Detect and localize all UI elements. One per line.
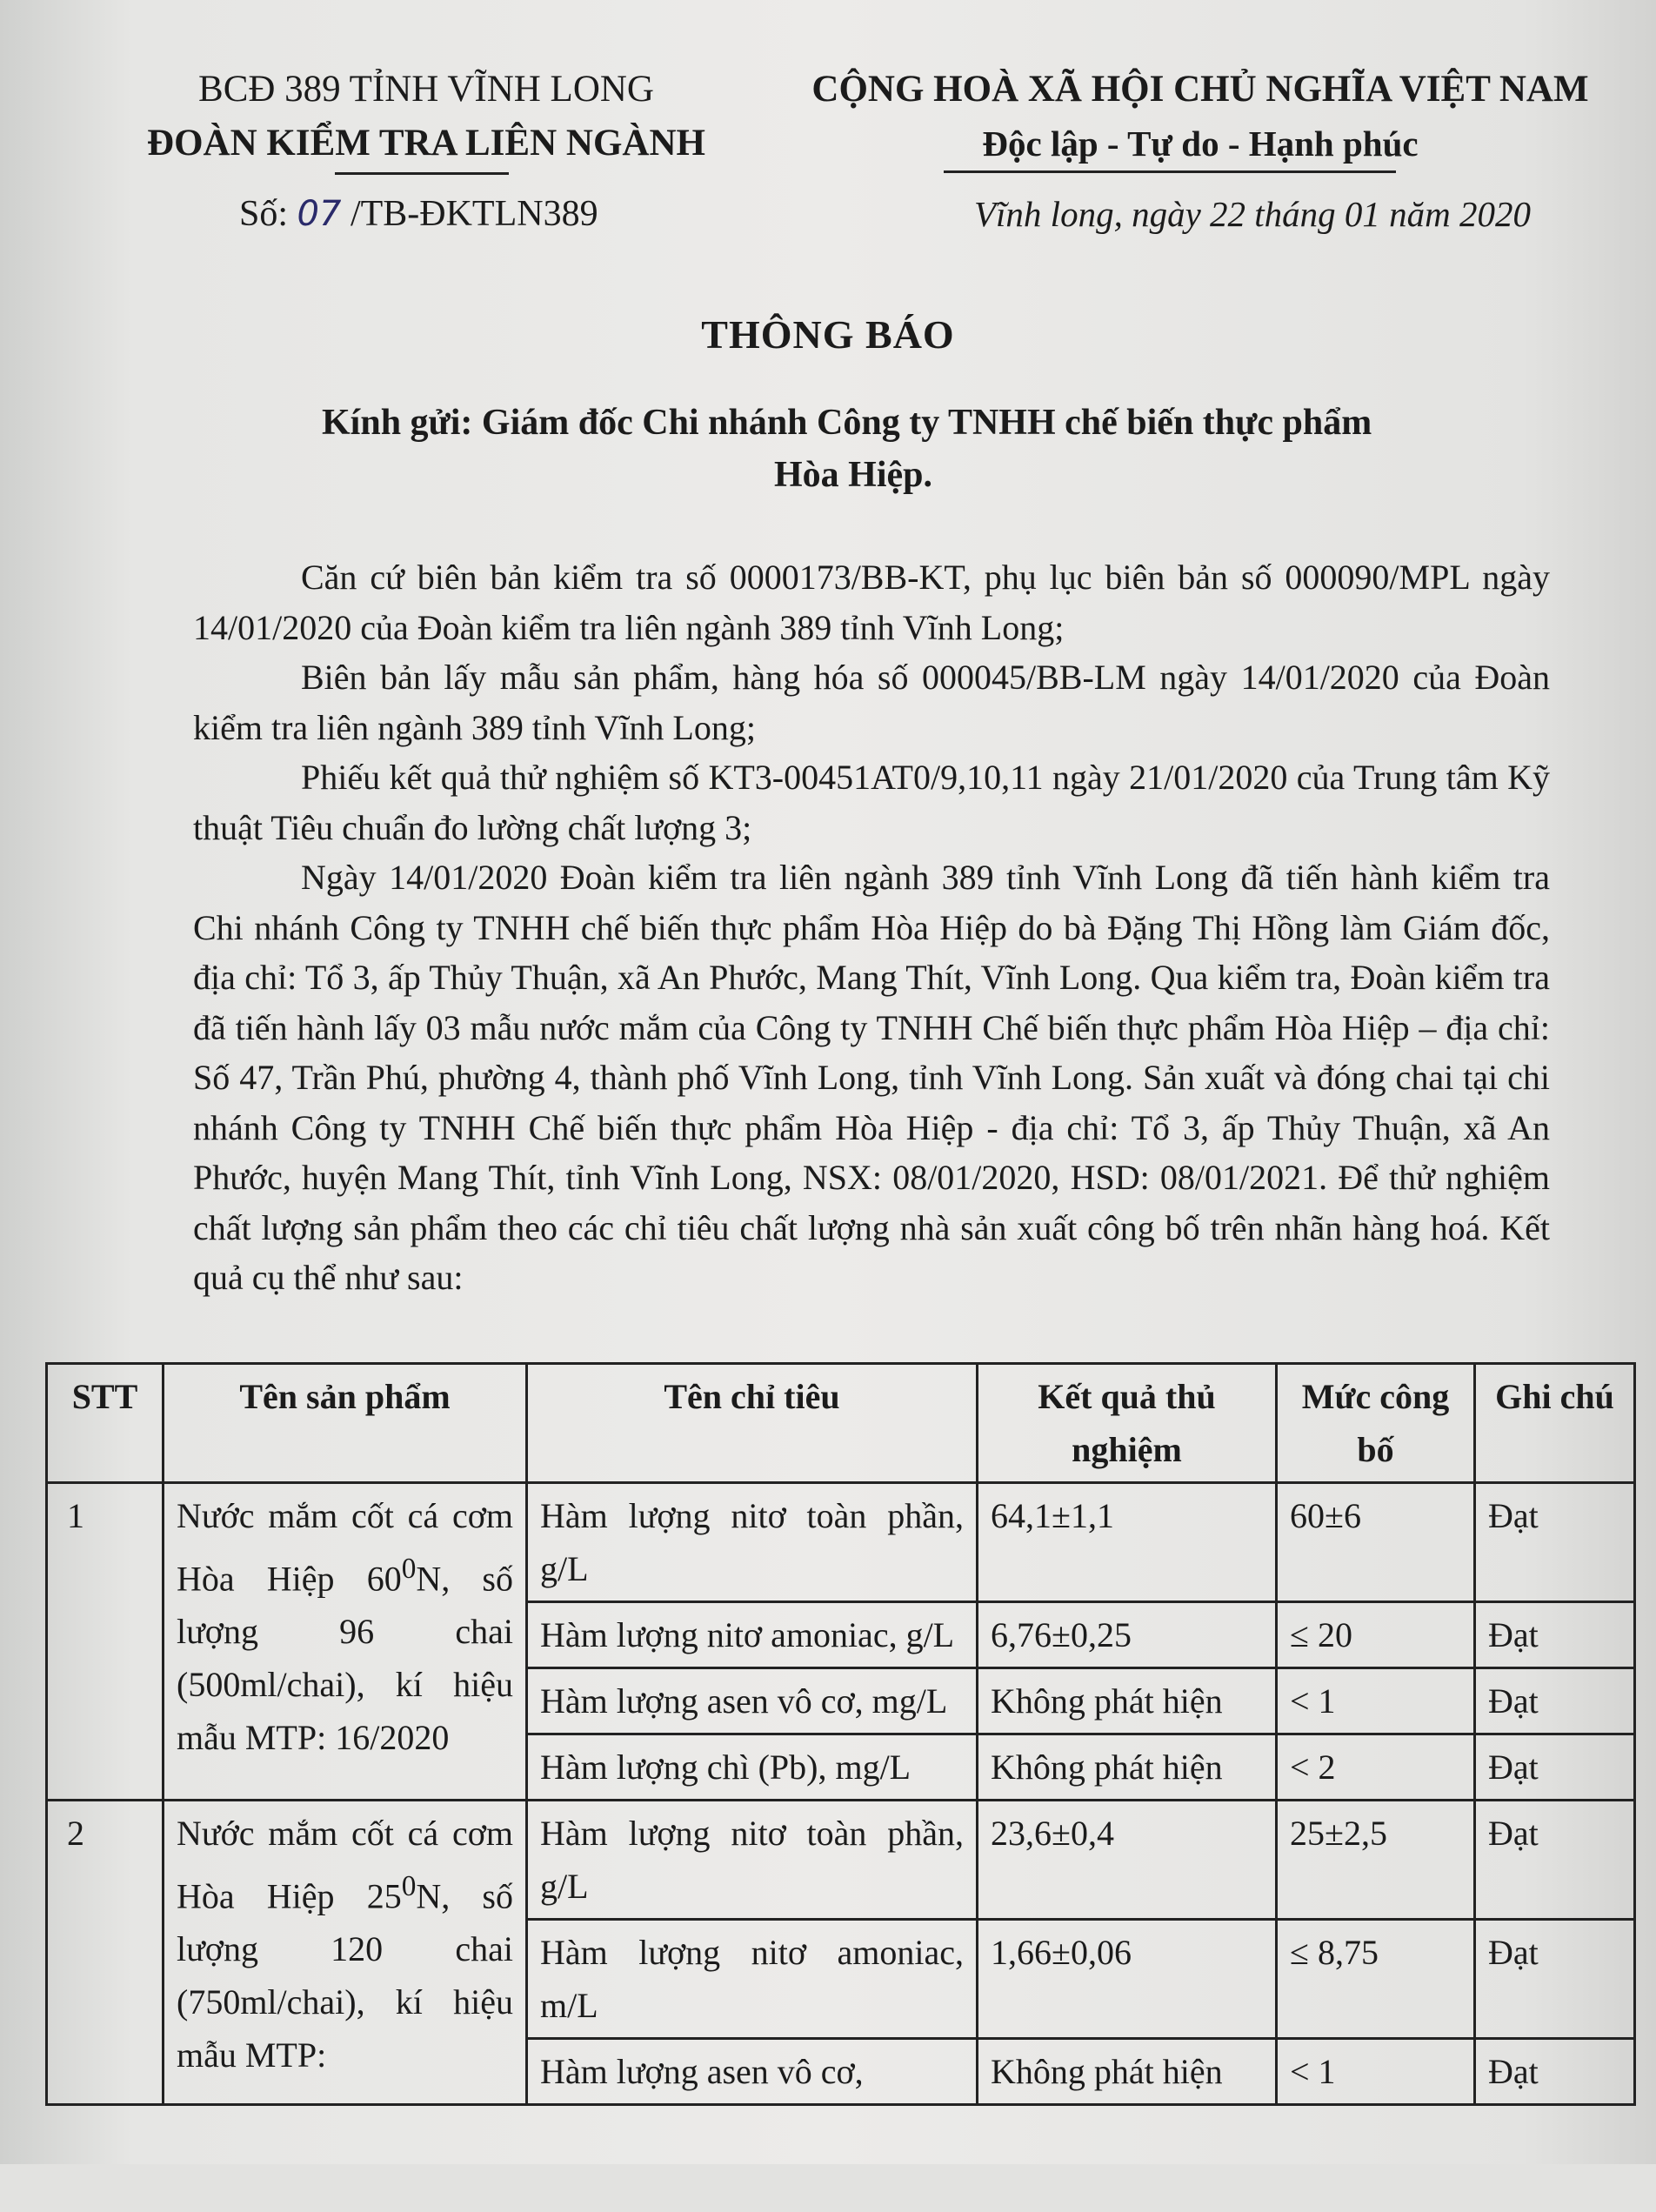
recipient-line-2: Hòa Hiệp. — [774, 455, 933, 495]
product-degree: 0 — [401, 1870, 417, 1902]
document-number-prefix: Số: — [239, 194, 297, 234]
note-cell: Đạt — [1475, 1483, 1635, 1602]
declared-cell: ≤ 20 — [1277, 1602, 1475, 1668]
note-cell: Đạt — [1475, 1734, 1635, 1801]
recipient-line-1: Kính gửi: Giám đốc Chi nhánh Công ty TNHH chế biến thực phẩm — [322, 403, 1372, 443]
date-line: Vĩnh long, ngày 22 tháng 01 năm 2020 — [974, 194, 1532, 234]
product-name — [164, 1801, 527, 2105]
note-cell: Đạt — [1475, 2039, 1635, 2105]
national-name: CỘNG HOÀ XÃ HỘI CHỦ NGHĨA VIỆT NAM — [811, 69, 1589, 110]
national-motto: Độc lập - Tự do - Hạnh phúc — [982, 124, 1419, 164]
indicator-cell: Hàm lượng nitơ amoniac, g/L — [527, 1602, 978, 1668]
header-note: Ghi chú — [1475, 1364, 1635, 1483]
table-row — [47, 1801, 1635, 1920]
results-table — [45, 1362, 1636, 2106]
motto-underline — [944, 170, 1396, 173]
paragraph-basis-inspection: Căn cứ biên bản kiểm tra số 0000173/BB-KT, phụ lục biên bản số 000090/MPL ngày 14/01/2020 của Đoàn kiểm tra liên ngành 389 tỉnh Vĩnh Long; — [193, 558, 1550, 647]
result-cell: 1,66±0,06 — [978, 1920, 1277, 2039]
header-result: Kết quả thủ nghiệm — [978, 1364, 1277, 1483]
page-bottom-margin — [0, 2164, 1656, 2212]
product-name-b: N, số lượng 120 chai (750ml/chai), kí hiệu mẫu MTP: — [177, 1876, 513, 2075]
product-degree: 0 — [401, 1553, 417, 1585]
issuer-delegation: ĐOÀN KIỂM TRA LIÊN NGÀNH — [147, 123, 705, 164]
header-declared: Mức công bố — [1277, 1364, 1475, 1483]
result-cell: 23,6±0,4 — [978, 1801, 1277, 1920]
result-cell: 6,76±0,25 — [978, 1602, 1277, 1668]
note-cell: Đạt — [1475, 1920, 1635, 2039]
issuer-underline — [335, 172, 509, 175]
product-name-a: Nước mắm cốt cá cơm Hòa Hiệp 25 — [177, 1814, 513, 1916]
product-name — [164, 1483, 527, 1801]
paragraph-test-result: Phiếu kết quả thử nghiệm số KT3-00451AT0/9,10,11 ngày 21/01/2020 của Trung tâm Kỹ thuật Tiêu chuẩn đo lường chất lượng 3; — [193, 758, 1550, 847]
row-stt: 1 — [47, 1483, 164, 1801]
result-cell: Không phát hiện — [978, 1668, 1277, 1734]
page-title: THÔNG BÁO — [701, 312, 955, 357]
body-text — [193, 552, 1550, 1303]
indicator-cell: Hàm lượng asen vô cơ, — [527, 2039, 978, 2105]
document-number-handwritten: 07 — [297, 194, 342, 234]
header-indicator: Tên chỉ tiêu — [527, 1364, 978, 1483]
issuer-committee: BCĐ 389 TỈNH VĨNH LONG — [198, 69, 654, 110]
indicator-cell: Hàm lượng nitơ toàn phần, g/L — [527, 1801, 978, 1920]
row-stt: 2 — [47, 1801, 164, 2105]
product-name-a: Nước mắm cốt cá cơm Hòa Hiệp 60 — [177, 1496, 513, 1599]
product-name-b: N, số lượng 96 chai (500ml/chai), kí hiệu mẫu MTP: 16/2020 — [177, 1559, 513, 1758]
note-cell: Đạt — [1475, 1668, 1635, 1734]
indicator-cell: Hàm lượng asen vô cơ, mg/L — [527, 1668, 978, 1734]
issuer-header — [96, 63, 757, 170]
declared-cell: 60±6 — [1277, 1483, 1475, 1602]
indicator-cell: Hàm lượng chì (Pb), mg/L — [527, 1734, 978, 1801]
declared-cell: ≤ 8,75 — [1277, 1920, 1475, 2039]
result-cell: 64,1±1,1 — [978, 1483, 1277, 1602]
declared-cell: 25±2,5 — [1277, 1801, 1475, 1920]
indicator-cell: Hàm lượng nitơ amoniac, m/L — [527, 1920, 978, 2039]
result-cell: Không phát hiện — [978, 2039, 1277, 2105]
result-cell: Không phát hiện — [978, 1734, 1277, 1801]
table-header-row — [47, 1364, 1635, 1483]
paragraph-sampling-record: Biên bản lấy mẫu sản phẩm, hàng hóa số 000045/BB-LM ngày 14/01/2020 của Đoàn kiểm tra liên ngành 389 tỉnh Vĩnh Long; — [193, 658, 1550, 747]
document-number-suffix: /TB-ĐKTLN389 — [341, 194, 598, 234]
document-number — [239, 193, 598, 235]
declared-cell: < 2 — [1277, 1734, 1475, 1801]
national-header — [765, 63, 1635, 170]
table-row — [47, 1483, 1635, 1602]
header-product: Tên sản phẩm — [164, 1364, 527, 1483]
indicator-cell: Hàm lượng nitơ toàn phần, g/L — [527, 1483, 978, 1602]
recipient — [322, 397, 1539, 501]
declared-cell: < 1 — [1277, 2039, 1475, 2105]
note-cell: Đạt — [1475, 1602, 1635, 1668]
note-cell: Đạt — [1475, 1801, 1635, 1920]
header-stt: STT — [47, 1364, 164, 1483]
declared-cell: < 1 — [1277, 1668, 1475, 1734]
paragraph-inspection-details: Ngày 14/01/2020 Đoàn kiểm tra liên ngành 389 tỉnh Vĩnh Long đã tiến hành kiểm tra Chi nhánh Công ty TNHH chế biến thực phẩm Hòa Hiệp do bà Đặng Thị Hồng làm Giám đốc, địa chỉ: Tổ 3, ấp Thủy Thuận, xã An Phước, Mang Thít, Vĩnh Long. Qua kiểm tra, Đoàn kiểm tra đã tiến hành lấy 03 mẫu nước mắm của Công ty TNHH Chế biến thực phẩm Hòa Hiệp – địa chỉ: Số 47, Trần Phú, phường 4, thành phố Vĩnh Long, tỉnh Vĩnh Long. Sản xuất và đóng chai tại chi nhánh Công ty TNHH Chế biến thực phẩm Hòa Hiệp - địa chỉ: Tổ 3, ấp Thủy Thuận, xã An Phước, huyện Mang Thít, tỉnh Vĩnh Long, NSX: 08/01/2020, HSD: 08/01/2021. Để thử nghiệm chất lượng sản phẩm theo các chỉ tiêu chất lượng nhà sản xuất công bố trên nhãn hàng hoá. Kết quả cụ thể như sau: — [193, 858, 1550, 1297]
